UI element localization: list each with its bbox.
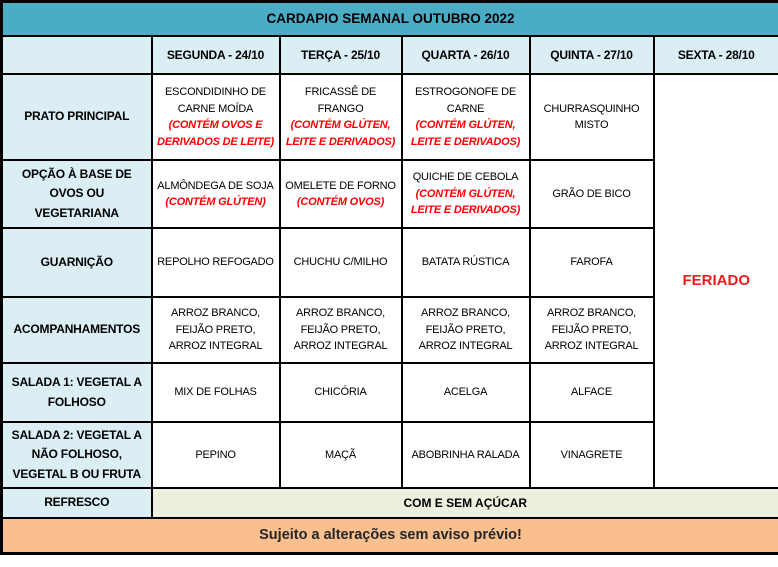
- row-label: REFRESCO: [2, 488, 152, 518]
- allergen-note: (CONTÉM GLÚTEN, LEITE E DERIVADOS): [285, 119, 396, 148]
- column-header-sexta: SEXTA - 28/10: [654, 36, 778, 74]
- menu-cell: [530, 422, 654, 488]
- menu-cell: [530, 228, 654, 297]
- refresco-value: COM E SEM AÇÚCAR: [152, 488, 778, 518]
- dish-text: CHUCHU C/MILHO: [293, 256, 388, 269]
- dish-text: MAÇÃ: [325, 448, 356, 461]
- column-header-terca: TERÇA - 25/10: [280, 36, 402, 74]
- menu-cell: [280, 297, 402, 363]
- menu-cell: [280, 363, 402, 422]
- row-label: SALADA 2: VEGETAL A NÃO FOLHOSO, VEGETAL B OU FRUTA: [2, 422, 152, 488]
- menu-cell: [402, 160, 530, 228]
- dish-text: REPOLHO REFOGADO: [157, 256, 274, 269]
- menu-cell: [530, 74, 654, 160]
- footer-note: Sujeito a alterações sem aviso prévio!: [2, 518, 778, 554]
- dish-text: ARROZ BRANCO, FEIJÃO PRETO, ARROZ INTEGRAL: [544, 307, 639, 353]
- row-label: SALADA 1: VEGETAL A FOLHOSO: [2, 363, 152, 422]
- menu-cell: [152, 228, 280, 297]
- dish-text: CHICÓRIA: [314, 386, 367, 399]
- menu-cell: [280, 422, 402, 488]
- menu-cell: [280, 74, 402, 160]
- menu-cell: [152, 363, 280, 422]
- dish-text: FAROFA: [570, 256, 613, 269]
- dish-text: ABOBRINHA RALADA: [411, 448, 520, 461]
- dish-text: MIX DE FOLHAS: [174, 386, 257, 399]
- allergen-note: (CONTÉM GLÚTEN, LEITE E DERIVADOS): [410, 119, 521, 148]
- dish-text: GRÃO DE BICO: [552, 187, 631, 200]
- footer-row: [2, 518, 778, 554]
- dish-text: ARROZ BRANCO, FEIJÃO PRETO, ARROZ INTEGRAL: [293, 307, 388, 353]
- menu-cell: [280, 228, 402, 297]
- row-label: PRATO PRINCIPAL: [2, 74, 152, 160]
- menu-cell: [152, 74, 280, 160]
- feriado-cell: FERIADO: [654, 74, 778, 488]
- dish-text: OMELETE DE FORNO: [285, 179, 396, 192]
- dish-text: ALMÔNDEGA DE SOJA: [157, 179, 274, 192]
- dish-text: CHURRASQUINHO MISTO: [543, 102, 640, 131]
- menu-cell: [402, 228, 530, 297]
- dish-text: ESTROGONOFE DE CARNE: [414, 86, 517, 115]
- menu-cell: [402, 363, 530, 422]
- dish-text: ARROZ BRANCO, FEIJÃO PRETO, ARROZ INTEGRAL: [168, 307, 263, 353]
- menu-cell: [530, 363, 654, 422]
- dish-text: FRICASSÊ DE FRANGO: [304, 86, 377, 115]
- dish-text: ALFACE: [571, 386, 612, 399]
- menu-cell: [402, 422, 530, 488]
- menu-cell: [152, 297, 280, 363]
- allergen-note: (CONTÉM GLÚTEN): [165, 196, 266, 208]
- dish-text: ARROZ BRANCO, FEIJÃO PRETO, ARROZ INTEGRAL: [418, 307, 513, 353]
- row-label: GUARNIÇÃO: [2, 228, 152, 297]
- allergen-note: (CONTÉM OVOS E DERIVADOS DE LEITE): [156, 119, 274, 148]
- column-header-quinta: QUINTA - 27/10: [530, 36, 654, 74]
- menu-cell: [152, 422, 280, 488]
- corner-cell: [2, 36, 152, 74]
- dish-text: ESCONDIDINHO DE CARNE MOÍDA: [165, 86, 266, 115]
- dish-text: ACELGA: [443, 386, 488, 399]
- menu-cell: [402, 297, 530, 363]
- allergen-note: (CONTÉM GLÚTEN, LEITE E DERIVADOS): [410, 187, 521, 217]
- menu-cell: [530, 160, 654, 228]
- allergen-note: (CONTÉM OVOS): [296, 196, 385, 208]
- row-label: ACOMPANHAMENTOS: [2, 297, 152, 363]
- title-row: [2, 2, 778, 37]
- table-row-refresco: [2, 488, 778, 518]
- dish-text: PEPINO: [195, 448, 236, 461]
- menu-cell: [530, 297, 654, 363]
- menu-cell: [152, 160, 280, 228]
- row-label: OPÇÃO À BASE DE OVOS OU VEGETARIANA: [2, 160, 152, 228]
- menu-cell: [402, 74, 530, 160]
- table-row-prato-principal: [2, 74, 778, 160]
- dish-text: QUICHE DE CEBOLA: [412, 171, 519, 184]
- page-title: CARDAPIO SEMANAL OUTUBRO 2022: [2, 2, 778, 37]
- dish-text: BATATA RÚSTICA: [421, 256, 510, 269]
- menu-cell: [280, 160, 402, 228]
- column-header-segunda: SEGUNDA - 24/10: [152, 36, 280, 74]
- column-header-quarta: QUARTA - 26/10: [402, 36, 530, 74]
- column-header-row: [2, 36, 778, 74]
- dish-text: VINAGRETE: [560, 448, 623, 461]
